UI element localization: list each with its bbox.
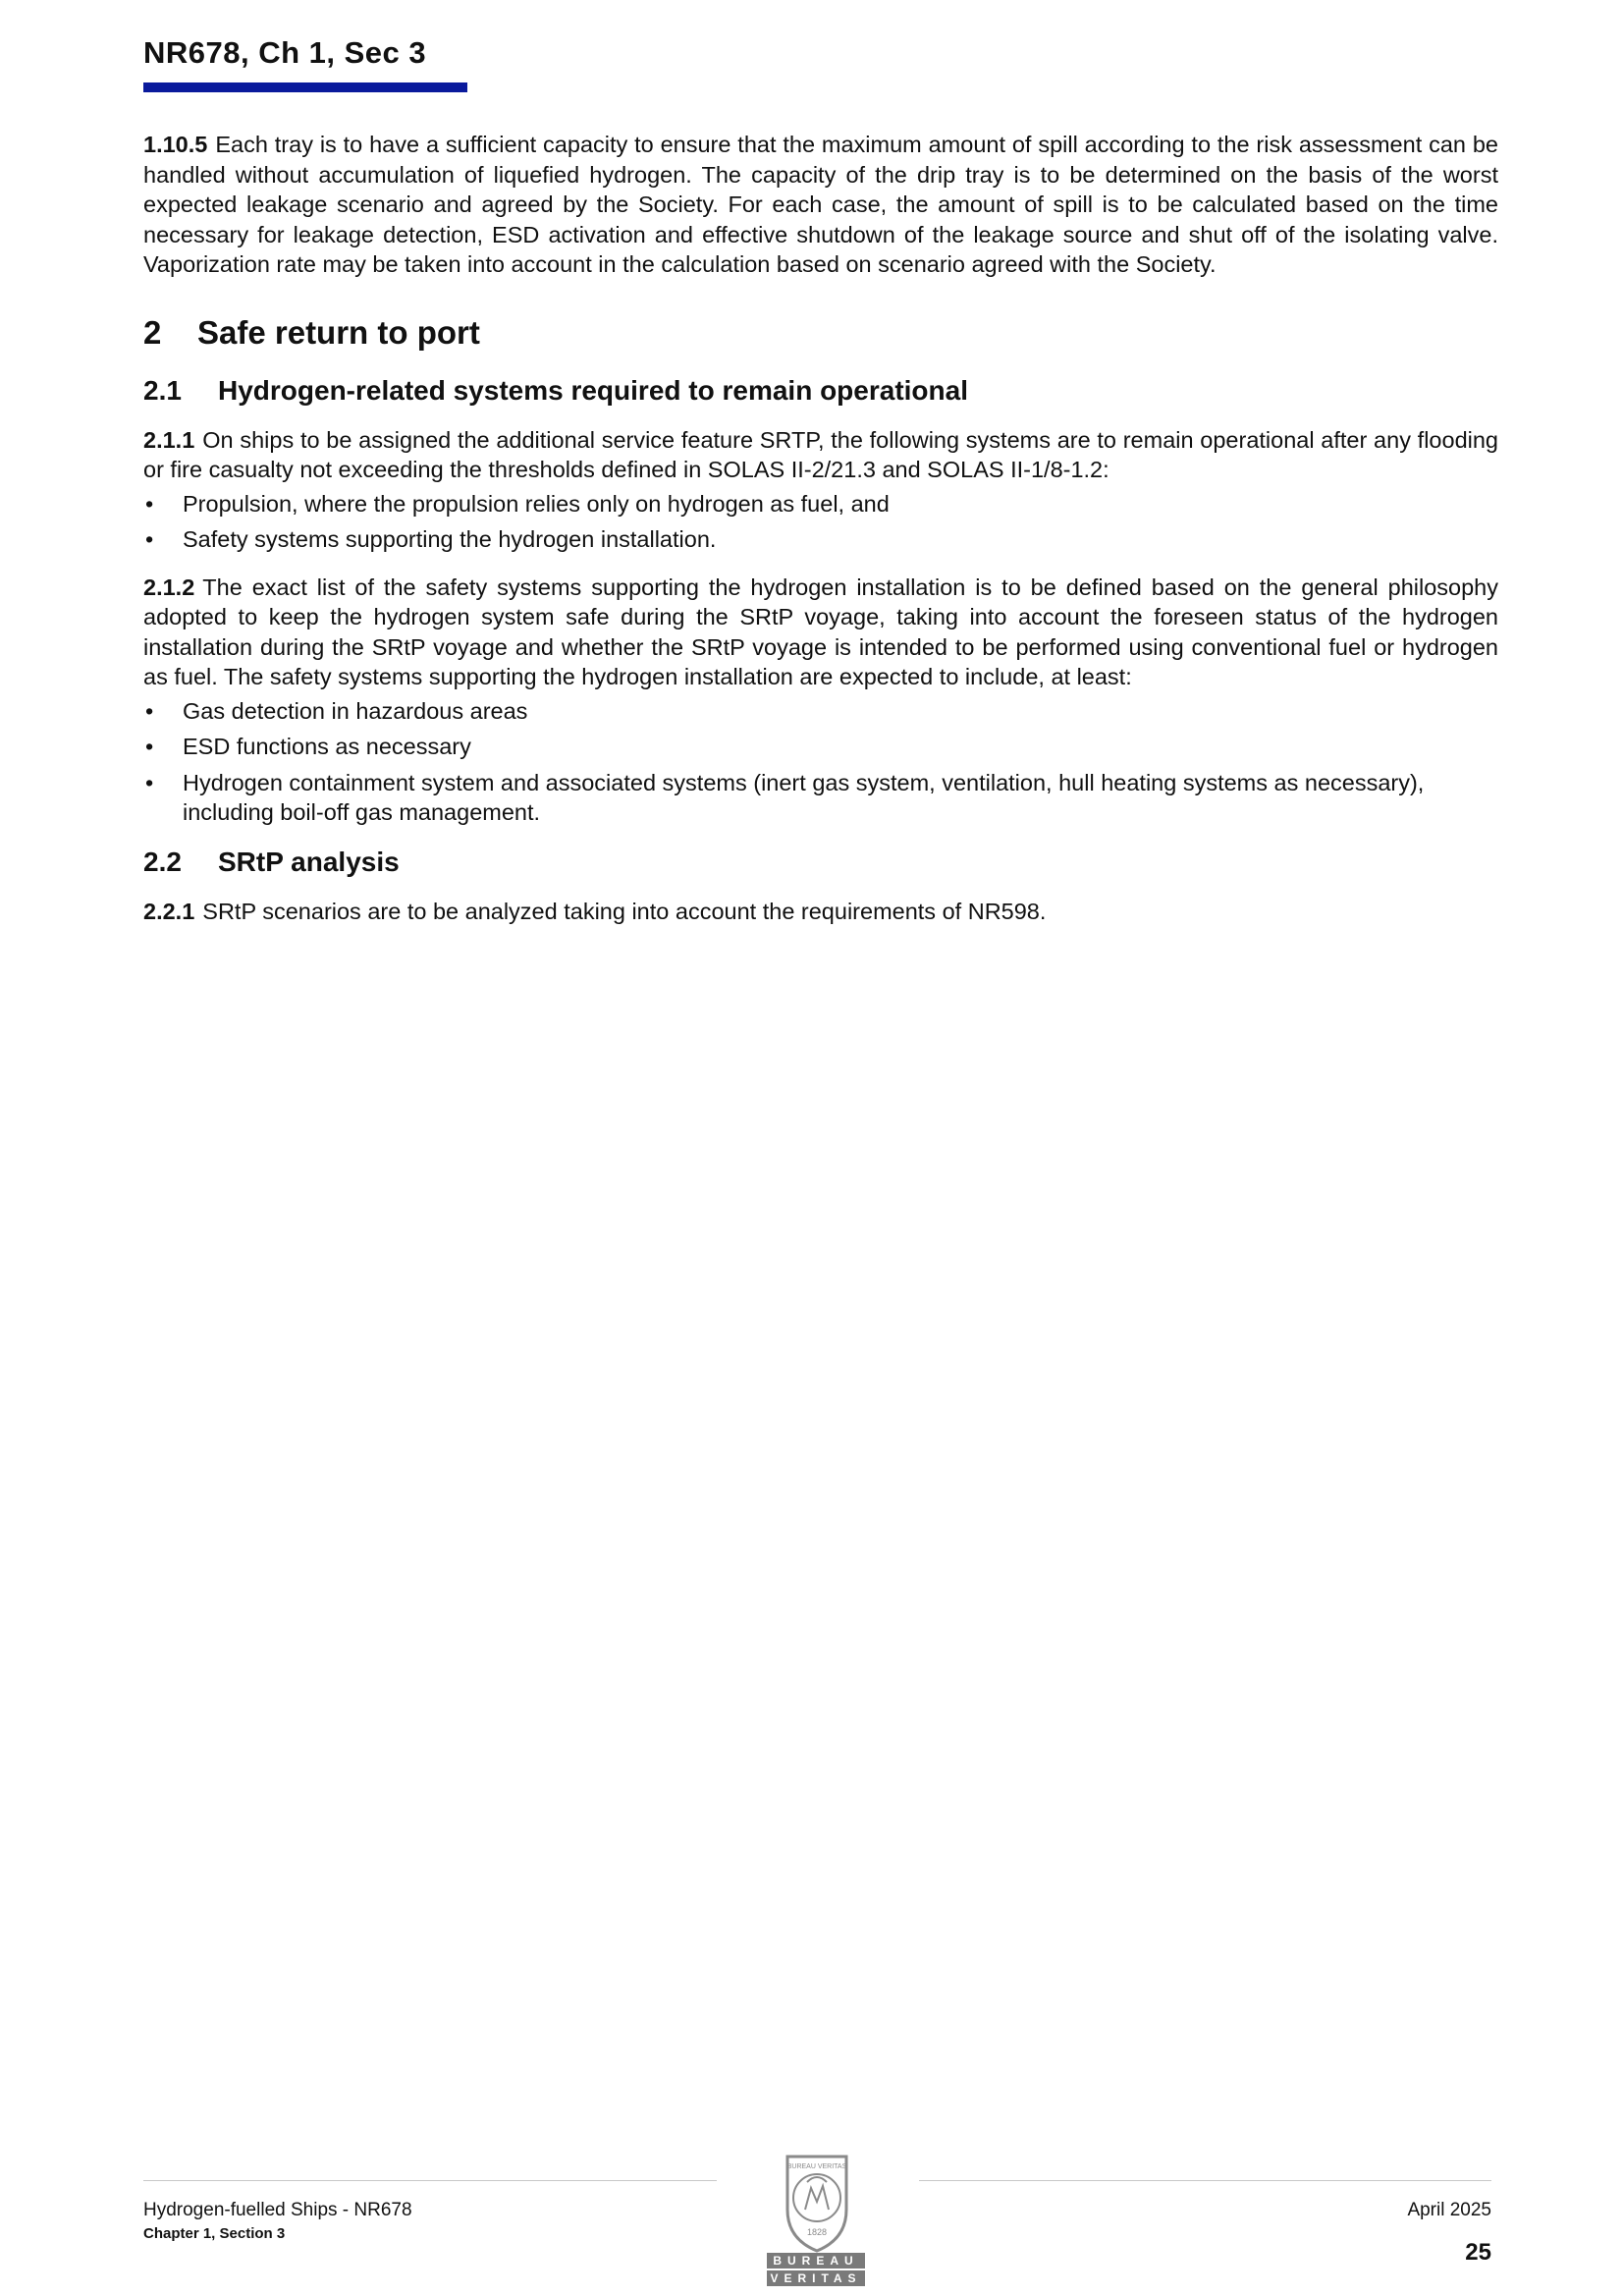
paragraph-2-1-2 [143, 573, 1498, 692]
section-number: 2 [143, 313, 162, 351]
paragraph-number: 2.1.1 [143, 426, 195, 453]
footer-divider-right [919, 2180, 1491, 2181]
paragraph-2-2-1 [143, 897, 1498, 927]
logo-seal-year: 1828 [806, 2227, 828, 2237]
subsection-title: Hydrogen-related systems required to remain operational [218, 374, 968, 406]
bureau-veritas-logo-icon [766, 2149, 868, 2276]
list-item: • Safety systems supporting the hydrogen installation. [143, 524, 1498, 555]
paragraph-text: SRtP scenarios are to be analyzed taking into account the requirements of NR598. [202, 898, 1047, 924]
bullet-list-2-1-2 [143, 696, 1498, 828]
section-title: Safe return to port [197, 313, 480, 351]
header-title: NR678, Ch 1, Sec 3 [143, 35, 427, 70]
footer-document-title: Hydrogen-fuelled Ships - NR678 [143, 2200, 412, 2220]
header-underline-bar [143, 82, 467, 92]
paragraph-number: 2.2.1 [143, 898, 195, 924]
footer-divider-left [143, 2180, 717, 2181]
paragraph-text: Each tray is to have a sufficient capacity to ensure that the maximum amount of spill according to the risk assessment can be handled without accumulation of liquefied hydrogen. The capacity of the drip tray is to be determined on the basis of the worst expected leakage scenario and agreed by the Society. For each case, the amount of spill is to be calculated based on the time necessary for leakage detection, ESD activation and effective shutdown of the leakage source and shut off of the isolating valve. Vaporization rate may be taken into account in the calculation based on scenario agreed with the Society. [143, 132, 1498, 277]
list-item: • ESD functions as necessary [143, 732, 1498, 762]
paragraph-1-10-5 [143, 130, 1498, 280]
list-item: • Hydrogen containment system and associated systems (inert gas system, ventilation, hull heating systems as necessary), including boil-off gas management. [143, 768, 1498, 828]
subsection-title: SRtP analysis [218, 846, 400, 877]
logo-seal-top-text: BUREAU VERITAS [786, 2163, 847, 2170]
paragraph-text: On ships to be assigned the additional service feature SRTP, the following systems are to remain operational after any flooding or fire casualty not exceeding the thresholds defined in SOLAS II-2/21.3 and SOLAS II-1/8-1.2: [143, 426, 1498, 482]
logo-wordmark-line2: VERITAS [767, 2270, 865, 2286]
subsection-heading-2-1 [143, 374, 1498, 408]
running-header [143, 35, 426, 71]
subsection-heading-2-2 [143, 846, 1498, 879]
main-content [143, 130, 1498, 942]
bullet-list-2-1-1 [143, 489, 1498, 555]
page-number: 25 [1465, 2239, 1491, 2266]
subsection-number: 2.2 [143, 846, 182, 877]
section-heading-2 [143, 313, 1498, 353]
logo-wordmark-line1: BUREAU [767, 2253, 865, 2269]
paragraph-2-1-1 [143, 425, 1498, 485]
list-item: • Propulsion, where the propulsion relies only on hydrogen as fuel, and [143, 489, 1498, 519]
footer-chapter: Chapter 1, Section 3 [143, 2225, 286, 2242]
paragraph-number: 2.1.2 [143, 574, 195, 600]
subsection-number: 2.1 [143, 374, 182, 406]
footer-date: April 2025 [1407, 2200, 1491, 2220]
list-item: • Gas detection in hazardous areas [143, 696, 1498, 727]
paragraph-text: The exact list of the safety systems supporting the hydrogen installation is to be defined based on the general philosophy adopted to keep the hydrogen system safe during the SRtP voyage, taking into account the foreseen status of the hydrogen installation during the SRtP voyage and whether the SRtP voyage is intended to be performed using conventional fuel or hydrogen as fuel. The safety systems supporting the hydrogen installation are expected to include, at least: [143, 574, 1498, 689]
paragraph-number: 1.10.5 [143, 132, 208, 157]
